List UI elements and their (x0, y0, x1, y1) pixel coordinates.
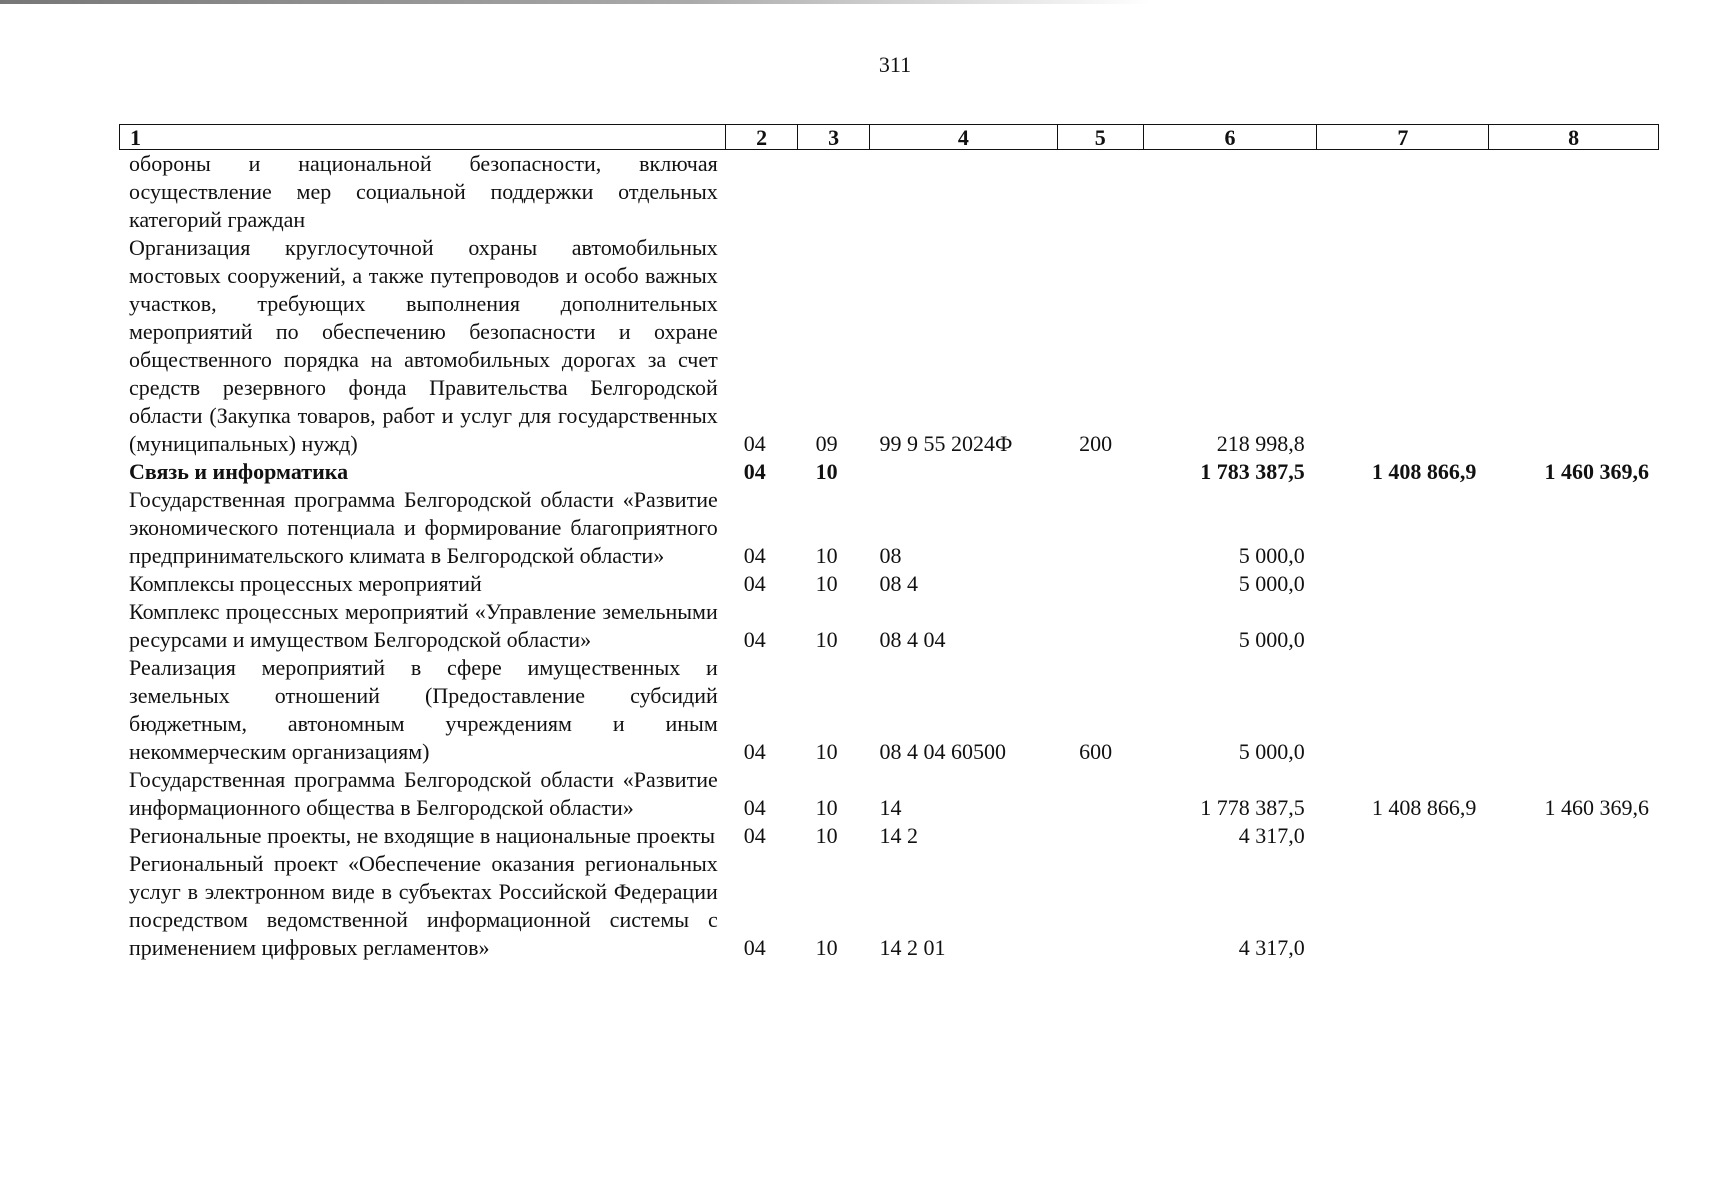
row-c3-value: 10 (815, 543, 838, 568)
row-c7-value: 1 408 866,9 (1371, 795, 1477, 820)
row-description: Государственная программа Белгородской области «Развитие экономического потенциала и формирование благоприятного предпринимательского климата в Белгородской области» (129, 487, 718, 568)
row-c2-value: 04 (743, 459, 766, 484)
table-row (119, 598, 1659, 654)
header-col-5: 5 (1057, 125, 1143, 149)
header-col-2: 2 (725, 125, 797, 149)
row-c6-value: 1 783 387,5 (1200, 459, 1305, 484)
table-row (119, 570, 1659, 598)
row-c8-value: 1 460 369,6 (1544, 459, 1649, 484)
row-c2-value: 04 (743, 795, 766, 820)
row-c6-value: 5 000,0 (1238, 571, 1305, 596)
row-c4-value: 99 9 55 2024Ф (879, 431, 1013, 456)
row-c6-value: 5 000,0 (1238, 739, 1305, 764)
row-c2-value: 04 (743, 543, 766, 568)
table-row (119, 150, 1659, 234)
row-c6-value: 1 778 387,5 (1200, 795, 1305, 820)
scan-edge-artifact (0, 0, 1150, 4)
row-c4-value: 14 2 (879, 823, 919, 848)
row-description: Комплексы процессных мероприятий (129, 571, 482, 596)
row-description: Организация круглосуточной охраны автомобильных мостовых сооружений, а также путепроводов и особо важных участков, требующих выполнения дополнительных мероприятий по обеспечению безопасности и охране общественного порядка на автомобильных дорогах за счет средств резервного фонда Правительства Белгородской области (Закупка товаров, работ и услуг для государственных (муниципальных) нужд) (129, 235, 718, 456)
row-description: обороны и национальной безопасности, включая осуществление мер социальной поддержки отдельных категорий граждан (129, 151, 718, 232)
header-col-8: 8 (1488, 125, 1658, 149)
row-c4-value: 14 2 01 (879, 935, 946, 960)
row-c5-value: 200 (1079, 431, 1113, 456)
row-c4-value: 08 4 04 60500 (879, 739, 1007, 764)
table-row (119, 822, 1659, 850)
budget-table (119, 124, 1659, 962)
table-row (119, 850, 1659, 962)
row-c4-value: 14 (879, 795, 902, 820)
table-row (119, 486, 1659, 570)
row-c3-value: 10 (815, 823, 838, 848)
row-c6-value: 5 000,0 (1238, 543, 1305, 568)
row-c8-value: 1 460 369,6 (1544, 795, 1649, 820)
row-c5-value: 600 (1079, 739, 1113, 764)
row-c3-value: 10 (815, 627, 838, 652)
row-description: Связь и информатика (129, 459, 349, 484)
row-c2-value: 04 (743, 823, 766, 848)
row-c2-value: 04 (743, 935, 766, 960)
row-c3-value: 10 (815, 571, 838, 596)
row-c3-value: 10 (815, 935, 838, 960)
row-c3-value: 10 (815, 459, 838, 484)
table-row (119, 458, 1659, 486)
row-c6-value: 4 317,0 (1238, 935, 1305, 960)
table-row (119, 766, 1659, 822)
row-c7-value: 1 408 866,9 (1371, 459, 1477, 484)
row-c2-value: 04 (743, 739, 766, 764)
page-number: 311 (878, 52, 912, 77)
row-c2-value: 04 (743, 571, 766, 596)
header-col-4: 4 (869, 125, 1057, 149)
row-description: Комплекс процессных мероприятий «Управление земельными ресурсами и имуществом Белгородской области» (129, 599, 718, 652)
table-row (119, 654, 1659, 766)
table-header-row (119, 124, 1659, 150)
header-col-3: 3 (797, 125, 869, 149)
row-c3-value: 09 (815, 431, 838, 456)
header-col-6: 6 (1143, 125, 1317, 149)
row-c6-value: 5 000,0 (1238, 627, 1305, 652)
table-body (119, 150, 1659, 962)
row-description: Государственная программа Белгородской области «Развитие информационного общества в Белгородской области» (129, 767, 718, 820)
row-c3-value: 10 (815, 795, 838, 820)
header-col-7: 7 (1316, 125, 1488, 149)
table-row (119, 234, 1659, 458)
row-c3-value: 10 (815, 739, 838, 764)
row-c6-value: 218 998,8 (1216, 431, 1305, 456)
row-c4-value: 08 4 (879, 571, 919, 596)
header-col-1: 1 (130, 125, 141, 150)
row-description: Региональный проект «Обеспечение оказания региональных услуг в электронном виде в субъектах Российской Федерации посредством ведомственной информационной системы с применением цифровых регламентов» (129, 851, 718, 960)
row-c2-value: 04 (743, 431, 766, 456)
row-c6-value: 4 317,0 (1238, 823, 1305, 848)
row-c4-value: 08 (879, 543, 902, 568)
row-c4-value: 08 4 04 (879, 627, 946, 652)
row-c2-value: 04 (743, 627, 766, 652)
row-description: Региональные проекты, не входящие в национальные проекты (129, 823, 716, 848)
row-description: Реализация мероприятий в сфере имущественных и земельных отношений (Предоставление субсидий бюджетным, автономным учреждениям и иным некоммерческим организациям) (129, 655, 718, 764)
